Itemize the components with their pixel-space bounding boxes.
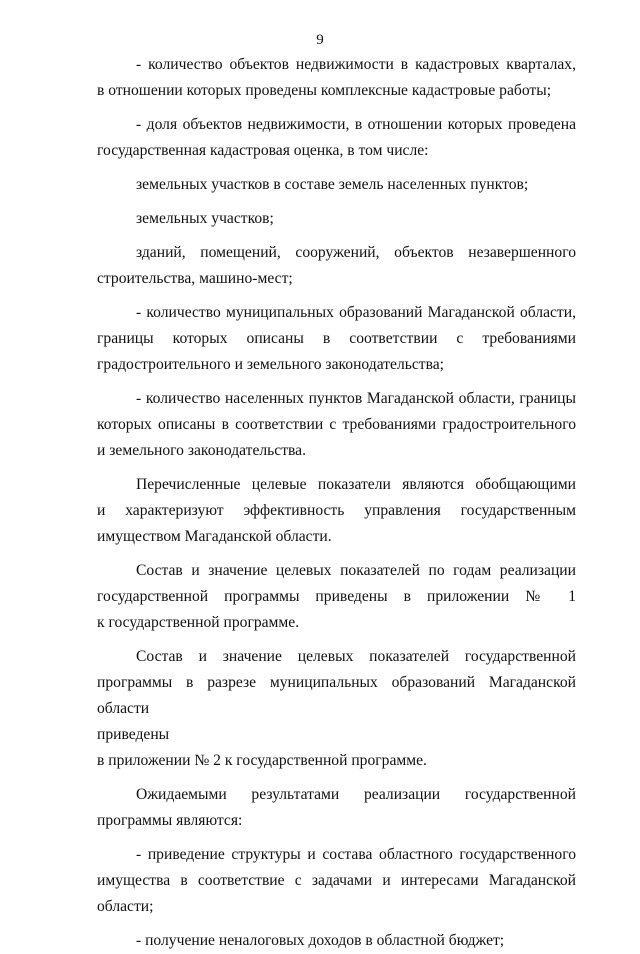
text-line: программы в разрезе муниципальных образований Магаданской области (97, 674, 576, 717)
text-line: в приложении № 2 к государственной программе. (97, 752, 427, 769)
paragraph (97, 206, 576, 232)
text-line: зданий, помещений, сооружений, объектов незавершенного (136, 244, 576, 261)
text-line: - количество населенных пунктов Магаданской области, границы (136, 390, 576, 407)
text-line: земельных участков в составе земель населенных пунктов; (136, 176, 529, 193)
text-line: государственной программы приведены в приложении № 1 (97, 588, 576, 605)
text-line: Перечисленные целевые показатели являются обобщающими (136, 476, 576, 493)
paragraph (97, 52, 576, 104)
text-line: которых описаны в соответствии с требованиями градостроительного (97, 416, 576, 433)
text-line: к государственной программе. (97, 614, 300, 631)
paragraph (97, 644, 576, 774)
text-line: - количество объектов недвижимости в кадастровых кварталах, (136, 56, 576, 73)
paragraph (97, 300, 576, 378)
text-line: приведены (97, 726, 170, 743)
paragraph (97, 842, 576, 920)
paragraph (97, 558, 576, 636)
text-line: и характеризуют эффективность управления государственным (97, 502, 576, 519)
text-line: - приведение структуры и состава областного государственного (136, 846, 576, 863)
document-body (97, 52, 576, 954)
text-line: Ожидаемыми результатами реализации государственной (136, 786, 576, 803)
paragraph (97, 472, 576, 550)
text-line: имущества в соответствие с задачами и интересами Магаданской области; (97, 872, 576, 915)
page-number: 9 (316, 32, 324, 48)
text-line: - доля объектов недвижимости, в отношении которых проведена (136, 116, 576, 133)
text-line: государственная кадастровая оценка, в том числе: (97, 142, 429, 159)
text-line: имуществом Магаданской области. (97, 528, 332, 545)
text-line: и земельного законодательства. (97, 442, 306, 459)
text-line: земельных участков; (136, 210, 274, 227)
paragraph (97, 386, 576, 464)
text-line: - получение неналоговых доходов в областной бюджет; (136, 932, 505, 949)
text-line: в отношении которых проведены комплексные кадастровые работы; (97, 82, 552, 99)
text-line: программы являются: (97, 812, 243, 829)
text-line: - количество муниципальных образований Магаданской области, (136, 304, 576, 321)
text-line: строительства, машино-мест; (97, 270, 293, 287)
paragraph (97, 112, 576, 164)
paragraph (97, 928, 576, 954)
paragraph (97, 172, 576, 198)
text-line: границы которых описаны в соответствии с требованиями (97, 330, 576, 347)
text-line: Состав и значение целевых показателей по годам реализации (136, 562, 576, 579)
paragraph (97, 240, 576, 292)
paragraph (97, 782, 576, 834)
text-line: Состав и значение целевых показателей государственной (136, 648, 576, 665)
text-line: градостроительного и земельного законодательства; (97, 356, 445, 373)
